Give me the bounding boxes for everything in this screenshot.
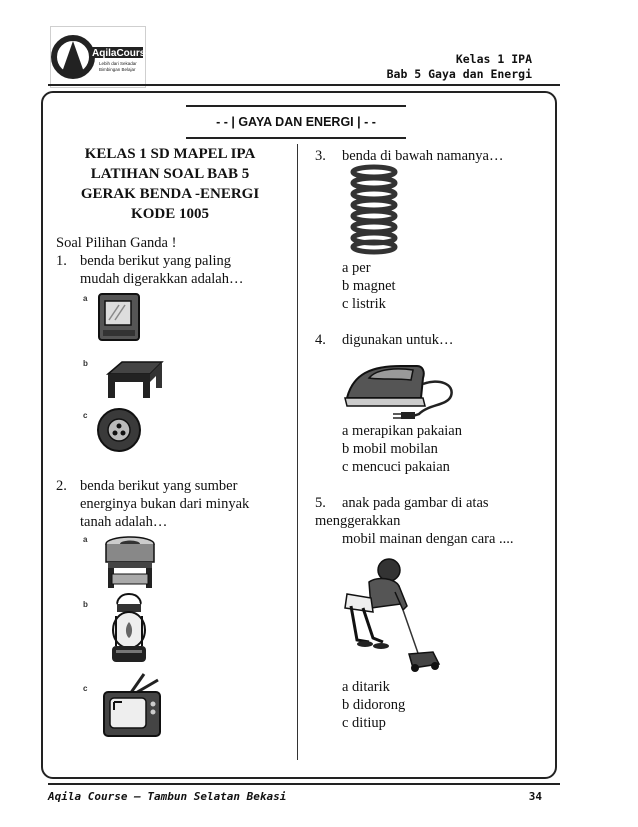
iron-icon [343, 356, 461, 420]
q3-option-c: c listrik [342, 296, 386, 312]
q5-option-b: b didorong [342, 697, 406, 713]
q4-number: 4. [315, 332, 326, 348]
q3-option-b: b magnet [342, 278, 396, 294]
q5-number: 5. [315, 495, 326, 511]
q1-number: 1. [56, 253, 67, 269]
banner: - - | GAYA DAN ENERGI | - - [186, 105, 406, 139]
stove-icon [100, 534, 160, 590]
q2-label-a: a [83, 535, 88, 544]
q2-number: 2. [56, 478, 67, 494]
title-line-4: KODE 1005 [131, 206, 209, 222]
footer-text: Aqila Course – Tambun Selatan Bekasi [48, 790, 287, 803]
title-line-1: KELAS 1 SD MAPEL IPA [84, 146, 256, 162]
header-rule [48, 84, 560, 86]
logo-tagline-2: Bimbingan Belajar [99, 67, 136, 72]
q4-option-b: b mobil mobilan [342, 441, 438, 457]
q1-line-2: mudah digerakkan adalah… [80, 271, 244, 287]
logo [50, 26, 151, 88]
footer-rule [48, 783, 560, 785]
q3-option-a: a per [342, 260, 371, 276]
worksheet-title [56, 144, 284, 224]
q4-question: digunakan untuk… [342, 332, 454, 348]
page-number: 34 [528, 790, 542, 803]
child-pulling-toy-car-icon [343, 556, 443, 676]
q2-label-b: b [83, 600, 88, 609]
q1-label-a: a [83, 294, 88, 303]
logo-text: AqilaCourse [92, 48, 151, 59]
spring-icon [348, 164, 400, 254]
column-divider [297, 144, 298, 760]
stool-icon [104, 358, 164, 400]
q5-option-a: a ditarik [342, 679, 390, 695]
q4-option-a: a merapikan pakaian [342, 423, 462, 439]
title-line-2: LATIHAN SOAL BAB 5 [90, 166, 250, 182]
q1-line-1: benda berikut yang paling [80, 253, 231, 269]
q2-line-2: energinya bukan dari minyak [80, 496, 250, 512]
wheel-icon [95, 406, 143, 454]
q5-line-1: anak pada gambar di atas [342, 495, 489, 511]
q4-option-c: c mencuci pakaian [342, 459, 450, 475]
q2-line-3: tanah adalah… [80, 514, 168, 530]
q1-label-c: c [83, 411, 88, 420]
q3-question: benda di bawah namanya… [342, 148, 504, 164]
q5-line-2: menggerakkan [315, 513, 401, 529]
section-heading: Soal Pilihan Ganda ! [56, 235, 177, 251]
logo-tagline-1: Lebih dari Sekadar [99, 61, 137, 66]
q2-label-c: c [83, 684, 88, 693]
box-icon [97, 292, 141, 342]
q1-label-b: b [83, 359, 88, 368]
header-chapter: Bab 5 Gaya dan Energi [386, 67, 532, 81]
lantern-icon [104, 592, 154, 668]
television-icon [100, 670, 164, 742]
header-class: Kelas 1 IPA [455, 52, 532, 66]
q3-number: 3. [315, 148, 326, 164]
q5-option-c: c ditiup [342, 715, 386, 731]
q2-line-1: benda berikut yang sumber [80, 478, 238, 494]
title-line-3: GERAK BENDA -ENERGI [80, 186, 260, 202]
q5-line-3: mobil mainan dengan cara .... [342, 531, 514, 547]
